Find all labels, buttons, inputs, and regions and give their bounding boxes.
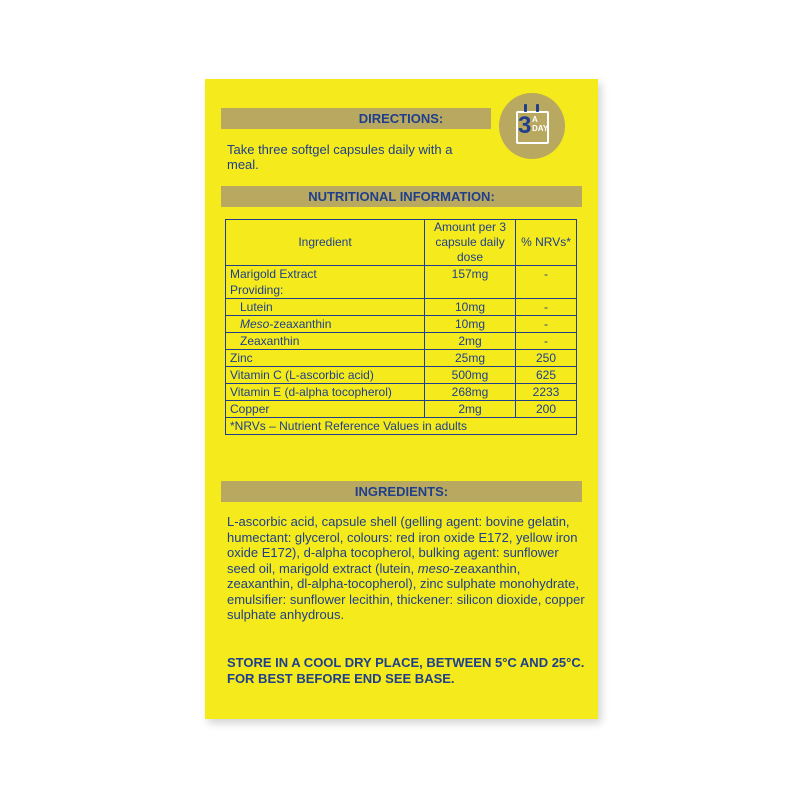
row-name: Marigold Extract (226, 266, 425, 283)
calendar-ring-icon (524, 104, 527, 112)
nutrition-heading: NUTRITIONAL INFORMATION: (221, 186, 582, 207)
table-row (226, 282, 577, 299)
row-name: Vitamin C (L-ascorbic acid) (226, 367, 425, 384)
row-amount: 268mg (425, 384, 516, 401)
row-name: Lutein (226, 299, 425, 316)
directions-heading: DIRECTIONS: (221, 108, 491, 129)
nrv-footnote: *NRVs – Nutrient Reference Values in adults (226, 418, 577, 435)
row-nrv: - (516, 266, 577, 283)
row-name: Vitamin E (d-alpha tocopherol) (226, 384, 425, 401)
row-amount: 10mg (425, 299, 516, 316)
row-nrv: 200 (516, 401, 577, 418)
row-nrv: 625 (516, 367, 577, 384)
table-row (226, 333, 577, 350)
ingredients-text: L-ascorbic acid, capsule shell (gelling agent: bovine gelatin, humectant: glycerol, colours: red iron oxide E172, yellow iron oxide E172), d-alpha tocopherol, bulking agent: sunflower seed oil, marigold extract (lutein, meso-zeaxanthin, zeaxanthin, dl-alpha-tocopherol), zinc sulphate monohydrate, emulsifier: sunflower lecithin, thickener: silicon dioxide, copper sulphate anhydrous. (227, 514, 585, 622)
col-amount: Amount per 3 capsule daily dose (425, 220, 516, 266)
three-a-day-badge (499, 93, 565, 159)
row-name: Providing: (226, 282, 425, 299)
table-row (226, 401, 577, 418)
calendar-ring-icon (536, 104, 539, 112)
ingredients-heading: INGREDIENTS: (221, 481, 582, 502)
table-row (226, 266, 577, 283)
table-row (226, 367, 577, 384)
row-amount: 2mg (425, 333, 516, 350)
table-row (226, 350, 577, 367)
table-header-row (226, 220, 577, 266)
row-name: Zinc (226, 350, 425, 367)
row-name: Zeaxanthin (226, 333, 425, 350)
nutrition-table (225, 219, 577, 435)
row-amount: 500mg (425, 367, 516, 384)
col-nrv: % NRVs* (516, 220, 577, 266)
row-amount (425, 282, 516, 299)
table-footnote-row (226, 418, 577, 435)
row-name: Meso-zeaxanthin (226, 316, 425, 333)
row-amount: 10mg (425, 316, 516, 333)
row-amount: 157mg (425, 266, 516, 283)
row-nrv (516, 282, 577, 299)
badge-number: 3 (518, 112, 532, 139)
table-row (226, 384, 577, 401)
row-nrv: 250 (516, 350, 577, 367)
row-amount: 2mg (425, 401, 516, 418)
row-nrv: 2233 (516, 384, 577, 401)
badge-label: A DAY (532, 115, 549, 133)
row-name: Copper (226, 401, 425, 418)
row-nrv: - (516, 316, 577, 333)
row-nrv: - (516, 299, 577, 316)
storage-instructions: STORE IN A COOL DRY PLACE, BETWEEN 5°C AND 25°C. FOR BEST BEFORE END SEE BASE. (227, 655, 585, 686)
product-label-panel (205, 79, 598, 719)
row-nrv: - (516, 333, 577, 350)
table-row (226, 316, 577, 333)
row-amount: 25mg (425, 350, 516, 367)
directions-text: Take three softgel capsules daily with a meal. (227, 142, 453, 172)
table-row (226, 299, 577, 316)
col-ingredient: Ingredient (226, 220, 425, 266)
